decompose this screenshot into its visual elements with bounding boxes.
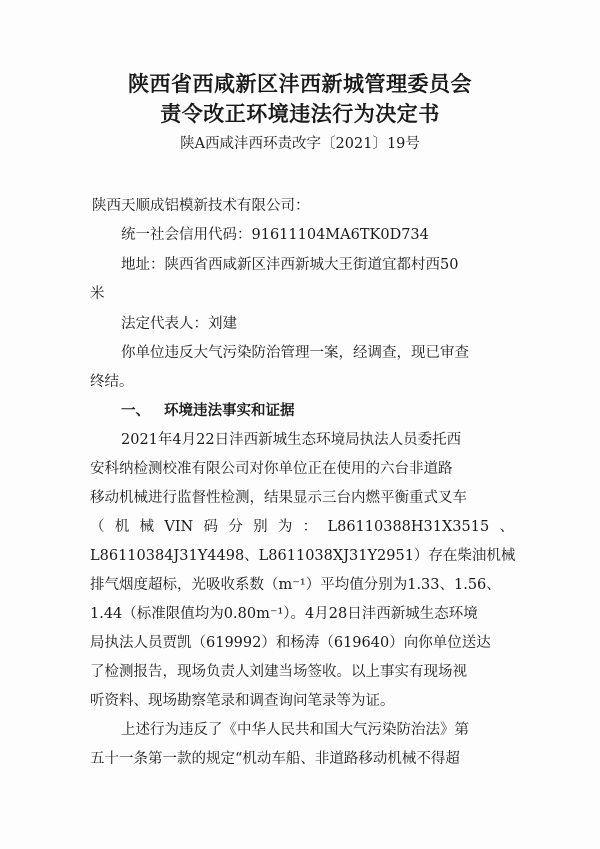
- paragraph-2-line: 五十一条第一款的规定“机动车船、非道路移动机械不得超: [90, 751, 460, 767]
- document-title-line-2: 责令改正环境违法行为决定书: [160, 102, 440, 126]
- paragraph-1-line: 了检测报告，现场负责人刘建当场签收。以上事实有现场视: [90, 664, 467, 680]
- section-1-number: 一、: [121, 403, 150, 419]
- paragraph-1-line: （机械VIN码分别为：L86110388H31X3515、: [90, 519, 514, 535]
- credit-code: 统一社会信用代码：91611104MA6TK0D734: [121, 227, 429, 243]
- intro-line-1: 你单位违反大气污染防治管理一案，经调查，现已审查: [121, 345, 469, 361]
- intro-line-2: 终结。: [90, 374, 134, 390]
- paragraph-1-line: 移动机械进行监督性检测，结果显示三台内燃平衡重式叉车: [90, 490, 467, 506]
- legal-representative: 法定代表人：刘建: [121, 316, 237, 332]
- paragraph-1-line: 安科纳检测校准有限公司对你单位正在使用的六台非道路: [90, 461, 453, 477]
- recipient-name: 陕西天顺成铝模新技术有限公司：: [92, 198, 310, 214]
- paragraph-1-line: L86110384J31Y4498、L8611038XJ31Y2951）存在柴油机械: [90, 548, 516, 564]
- section-1-heading: [121, 399, 295, 420]
- paragraph-2-line: 上述行为违反了《中华人民共和国大气污染防治法》第: [121, 722, 469, 738]
- document-title-line-1: 陕西省西咸新区沣西新城管理委员会: [128, 72, 472, 96]
- document-number: 陕A西咸沣西环责改字〔2021〕19号: [180, 136, 420, 152]
- paragraph-1-line: 排气烟度超标，光吸收系数（m⁻¹）平均值分别为1.33、1.56、: [90, 577, 501, 593]
- paragraph-1-line: 1.44（标准限值均为0.80m⁻¹）。4月28日沣西新城生态环境: [90, 606, 478, 622]
- address-line-2: 米: [90, 286, 105, 302]
- paragraph-1-line: 听资料、现场勘察笔录和调查询问笔录等为证。: [90, 693, 395, 709]
- section-1-title: 环境违法事实和证据: [164, 403, 295, 419]
- paragraph-1-line: 2021年4月22日沣西新城生态环境局执法人员委托西: [121, 432, 462, 448]
- address-line-1: 地址：陕西省西咸新区沣西新城大王街道宜都村西50: [121, 257, 459, 273]
- paragraph-1-line: 局执法人员贾凯（619992）和杨涛（619640）向你单位送达: [90, 635, 491, 651]
